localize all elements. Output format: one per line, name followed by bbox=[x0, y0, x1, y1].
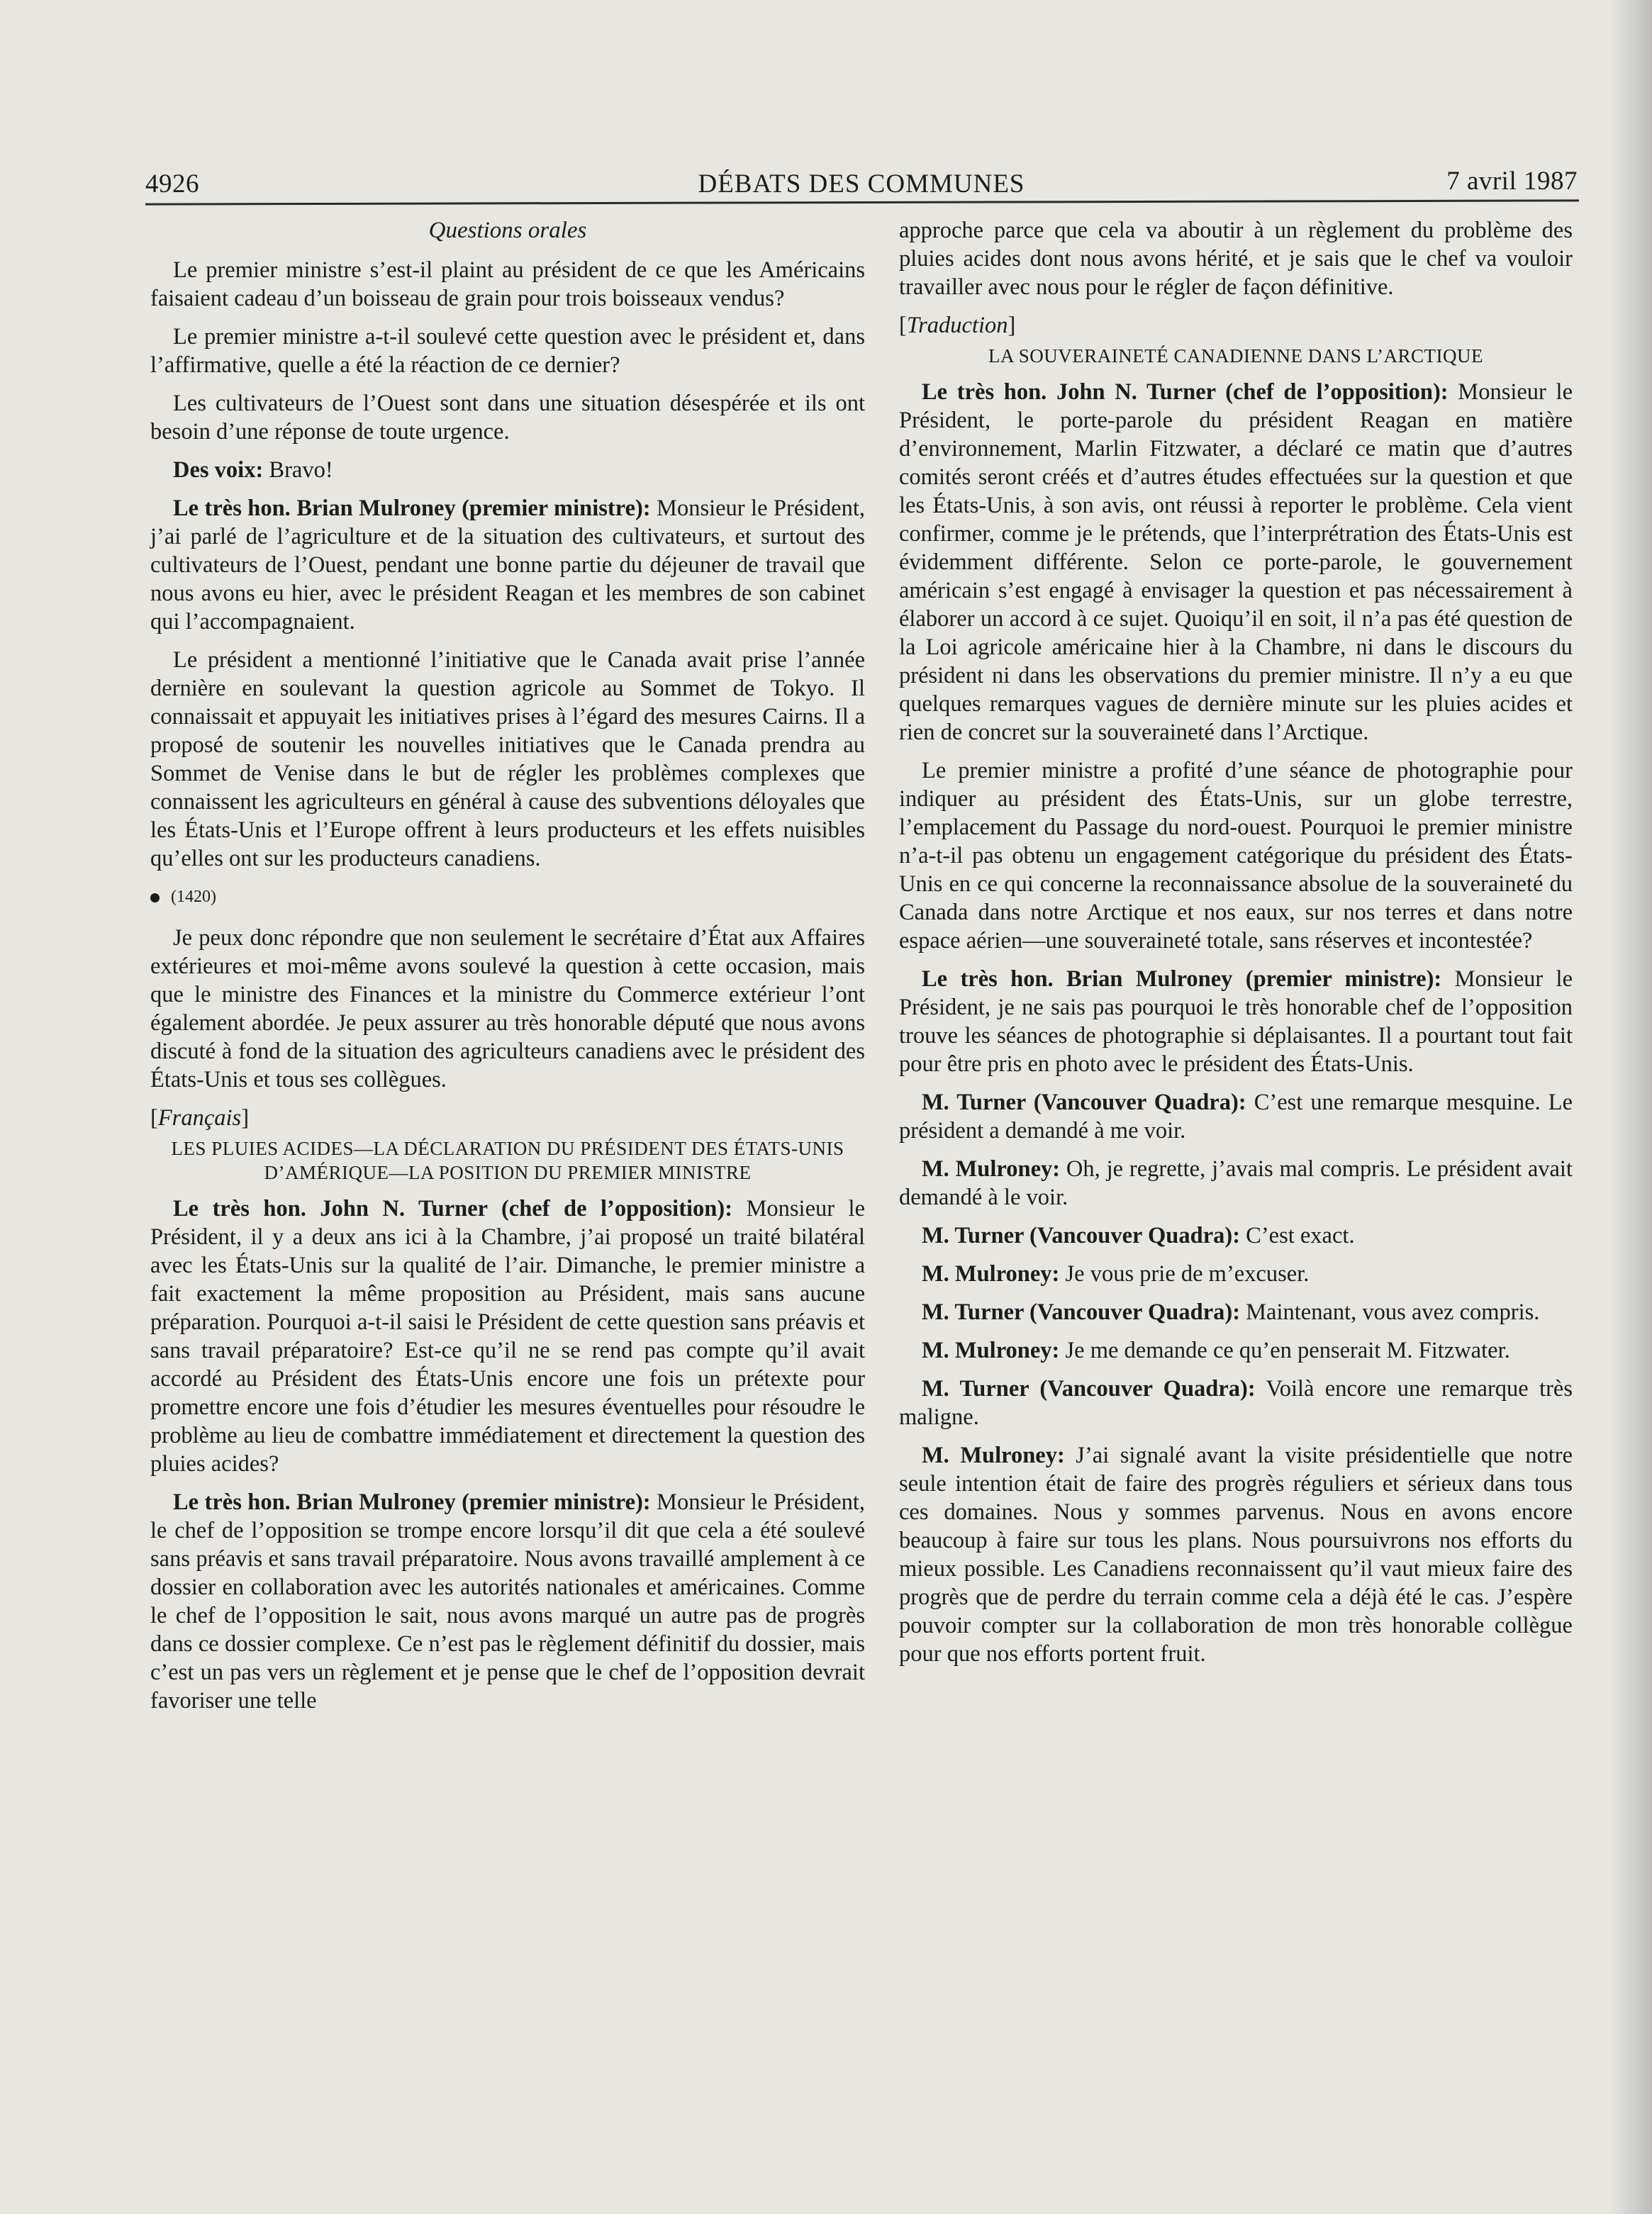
speaker-name: M. Mulroney: bbox=[922, 1443, 1065, 1468]
speech-text: Oh, je regrette, j’avais mal compris. Le président avait demandé à le voir. bbox=[899, 1156, 1573, 1210]
speech bbox=[899, 378, 1573, 747]
paragraph: approche parce que cela va aboutir à un règlement du problème des pluies acides dont nous avons hérité, et je sais que le chef va vouloir travailler avec nous pour le régler de façon définitive. bbox=[899, 218, 1573, 300]
speech-text: C’est exact. bbox=[1240, 1223, 1355, 1248]
publication-date: 7 avril 1987 bbox=[1446, 167, 1578, 196]
language-tag: [Français] bbox=[150, 1105, 250, 1131]
speaker-name: Le très hon. Brian Mulroney (premier ministre): bbox=[173, 1489, 651, 1515]
bullet-dot-icon bbox=[150, 893, 160, 902]
speech-text: Monsieur le Président, j’ai parlé de l’agriculture et de la situation des cultivateurs, et surtout des cultivateurs de l’Ouest, pendant une bonne partie du déjeuner de travail que nous avons eu hier, avec le président Reagan et les membres de son cabinet qui l’accompagnaient. bbox=[150, 496, 865, 634]
speaker-name: Le très hon. John N. Turner (chef de l’opposition): bbox=[173, 1196, 733, 1221]
speech-text: Voilà encore une remarque très maligne. bbox=[899, 1376, 1573, 1430]
page-header bbox=[145, 163, 1578, 206]
paragraph: Le premier ministre s’est-il plaint au président de ce que les Américains faisaient cadeau d’un boisseau de grain pour trois boisseaux vendus? bbox=[150, 257, 865, 311]
paragraph: Je peux donc répondre que non seulement le secrétaire d’État aux Affaires extérieures et moi-même avons soulevé la question à cette occasion, mais que le ministre des Finances et la ministre du Commerce extérieur l’ont également abordée. Je peux assurer au très honorable député que nous avons discuté à fond de la situation des agriculteurs canadiens avec le président des États-Unis et tous ses collègues. bbox=[150, 925, 865, 1092]
speech bbox=[899, 1336, 1573, 1365]
language-tag: [Traduction] bbox=[899, 313, 1016, 338]
section-rubric: Questions orales bbox=[428, 218, 587, 243]
speech-text: Monsieur le Président, le chef de l’opposition se trompe encore lorsqu’il dit que cela a été soulevé sans préavis et sans travail préparatoire. Nous avons travaillé amplement à ce dossier en collaboration avec les autorités nationales et américaines. Comme le chef de l’opposition le sait, nous avons marqué un autre pas de progrès dans ce dossier complexe. Ce n’est pas le règlement définitif du dossier, mais c’est un pas vers un règlement et je pense que le chef de l’opposition devrait favoriser une telle bbox=[150, 1489, 865, 1713]
speech-text: Maintenant, vous avez compris. bbox=[1240, 1299, 1540, 1325]
speaker-name: M. Mulroney: bbox=[922, 1338, 1060, 1363]
section-heading: LES PLUIES ACIDES—LA DÉCLARATION DU PRÉSIDENT DES ÉTATS-UNIS D’AMÉRIQUE—LA POSITION DU PREMIER MINISTRE bbox=[171, 1138, 844, 1183]
paragraph: Le premier ministre a profité d’une séance de photographie pour indiquer au président des États-Unis, sur un globe terrestre, l’emplacement du Passage du nord-ouest. Pourquoi le premier ministre n’a-t-il pas obtenu un engagement catégorique du président des États-Unis en ce qui concerne la reconnaissance absolue de la souveraineté du Canada dans notre Arctique et nos eaux, sur nos terres et dans notre espace aérien—une souveraineté totale, sans réserves et incontestée? bbox=[899, 758, 1573, 954]
speech bbox=[899, 1441, 1573, 1668]
speaker-name: M. Turner (Vancouver Quadra): bbox=[922, 1090, 1246, 1115]
speaker-name: M. Turner (Vancouver Quadra): bbox=[922, 1299, 1241, 1325]
speech-text: J’ai signalé avant la visite présidentielle que notre seule intention était de faire des progrès réguliers et sérieux dans tous ces domaines. Nous y sommes parvenus. Nous en avons encore beaucoup à faire sur tous les plans. Nous poursuivrons nos efforts du mieux possible. Les Canadiens reconnaissent qu’il vaut mieux faire des progrès que de perdre du terrain comme cela a déjà été le cas. J’espère pouvoir compter sur la collaboration de mon très honorable collègue pour que nos efforts portent fruit. bbox=[899, 1443, 1573, 1667]
publication-title: DÉBATS DES COMMUNES bbox=[698, 169, 1025, 199]
time-marker-text: (1420) bbox=[171, 888, 216, 906]
left-column bbox=[150, 216, 865, 1725]
speech bbox=[899, 1298, 1573, 1326]
speech bbox=[899, 1155, 1573, 1212]
language-tag-text: Traduction bbox=[906, 313, 1008, 338]
speech-text: Bravo! bbox=[263, 457, 333, 483]
binding-shadow bbox=[1609, 0, 1652, 2214]
speech bbox=[150, 456, 865, 484]
speaker-name: M. Mulroney: bbox=[922, 1261, 1060, 1287]
speaker-name: Le très hon. Brian Mulroney (premier ministre): bbox=[922, 966, 1442, 992]
speech bbox=[899, 1260, 1573, 1288]
speech bbox=[899, 965, 1573, 1078]
speech bbox=[150, 494, 865, 636]
language-tag-text: Français bbox=[157, 1105, 242, 1131]
speaker-name: M. Turner (Vancouver Quadra): bbox=[922, 1223, 1241, 1248]
speaker-name: Le très hon. Brian Mulroney (premier ministre): bbox=[173, 496, 651, 521]
time-marker bbox=[150, 883, 865, 911]
paragraph: Le président a mentionné l’initiative que le Canada avait prise l’année dernière en soulevant la question agricole au Sommet de Tokyo. Il connaissait et appuyait les initiatives prises à l’égard des mesures Cairns. Il a proposé de soutenir les nouvelles initiatives que le Canada prendra au Sommet de Venise dans le but de régler les problèmes complexes que connaissent les agriculteurs en général à cause des subventions déloyales que les États-Unis et l’Europe offrent à leurs producteurs et les effets nuisibles qu’elles ont sur les producteurs canadiens. bbox=[150, 647, 865, 871]
paragraph: Le premier ministre a-t-il soulevé cette question avec le président et, dans l’affirmative, quelle a été la réaction de ce dernier? bbox=[150, 324, 865, 378]
speech-text: Monsieur le Président, le porte-parole du président Reagan en matière d’environnement, Marlin Fitzwater, a déclaré ce matin que d’autres comités seront créés et d’autres études effectuées sur la question et que les États-Unis, à son avis, ont réussi à reporter le problème. Cela vient confirmer, comme je le prétends, que l’interprétration des États-Unis est évidemment différente. Selon ce porte-parole, le gouvernement américain s’est engagé à envisager la question et pas nécessairement à élaborer un accord à ce sujet. Quoiqu’il en soit, il n’a pas été question de la Loi agricole américaine hier à la Chambre, ni dans le discours du président ni dans les observations du premier ministre. Il n’y a eu que quelques remarques vagues de dernière minute sur les pluies acides et rien de concret sur la souveraineté dans l’Arctique. bbox=[899, 379, 1573, 745]
speaker-name: M. Turner (Vancouver Quadra): bbox=[922, 1376, 1256, 1402]
speech-text: Je me demande ce qu’en penserait M. Fitzwater. bbox=[1059, 1338, 1510, 1363]
speech-text: Je vous prie de m’excuser. bbox=[1059, 1261, 1310, 1287]
speech bbox=[150, 1488, 865, 1715]
paragraph: Les cultivateurs de l’Ouest sont dans une situation désespérée et ils ont besoin d’une réponse de toute urgence. bbox=[150, 391, 865, 445]
speech-text: Monsieur le Président, il y a deux ans ici à la Chambre, j’ai proposé un traité bilatéral avec les États-Unis sur la qualité de l’air. Dimanche, le premier ministre a fait exactement la même proposition au Président, mais sans aucune préparation. Pourquoi a-t-il saisi le Président de cette question sans préavis et sans travail préparatoire? Est-ce qu’il ne se rend pas compte qu’il avait accordé au Président des États-Unis encore une fois un prétexte pour promettre encore une fois d’étudier les mesures éventuelles pour résoudre le problème au lieu de combattre immédiatement et directement la question des pluies acides? bbox=[150, 1196, 865, 1477]
speaker-name: Des voix: bbox=[173, 457, 264, 483]
speech-text: C’est une remarque mesquine. Le président a demandé à me voir. bbox=[899, 1090, 1573, 1144]
speech-text: Monsieur le Président, je ne sais pas pourquoi le très honorable chef de l’opposition trouve les séances de photographie si déplaisantes. Il a pourtant tout fait pour être pris en photo avec le président des États-Unis. bbox=[899, 966, 1573, 1077]
section-heading: LA SOUVERAINETÉ CANADIENNE DANS L’ARCTIQUE bbox=[988, 345, 1483, 367]
page-number: 4926 bbox=[145, 169, 199, 199]
speaker-name: Le très hon. John N. Turner (chef de l’opposition): bbox=[922, 379, 1449, 405]
right-column bbox=[899, 216, 1573, 1678]
speech bbox=[150, 1195, 865, 1478]
speech bbox=[899, 1221, 1573, 1250]
speaker-name: M. Mulroney: bbox=[922, 1156, 1061, 1182]
speech bbox=[899, 1375, 1573, 1431]
speech bbox=[899, 1088, 1573, 1145]
